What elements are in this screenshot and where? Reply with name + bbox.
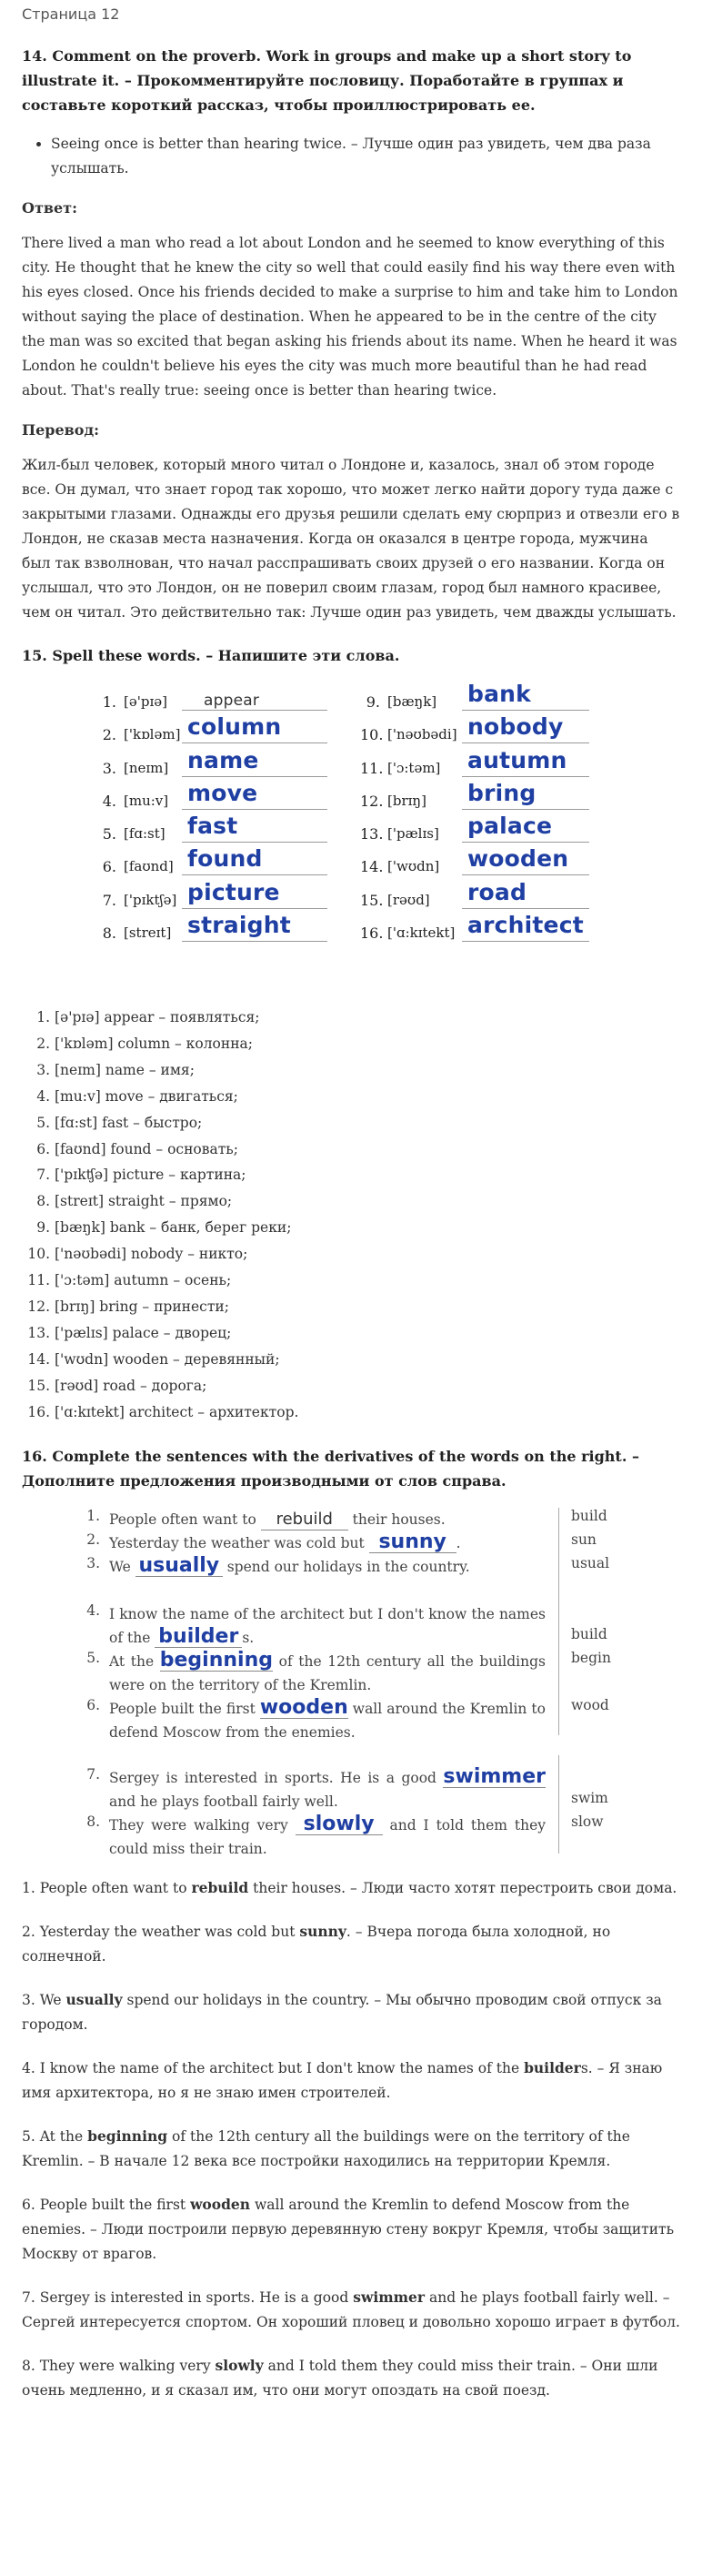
answer-sentence: 5. At the beginning of the 12th century all the buildings were on the territory of the Kremlin. – В начале 12 века все постройки находились на территории Кремля. [22, 2126, 630, 2169]
source-word: slow [571, 1813, 604, 1830]
spell-column-left [96, 682, 342, 946]
source-word: build [571, 1625, 607, 1642]
source-word: wood [571, 1696, 609, 1713]
sentence-text: We usually spend our holidays in the country. [109, 1553, 470, 1577]
answer-word: slowly [215, 2356, 264, 2374]
sentence-text: People built the first wooden wall around the Kremlin to defend Moscow from the enemies. [109, 1695, 546, 1741]
transcription: [rəʊd] [387, 891, 430, 908]
answer-line [462, 874, 589, 875]
ex16-workbook-image [78, 1508, 624, 1863]
answer-word: swimmer [353, 2288, 426, 2306]
written-word: bank [467, 681, 531, 707]
written-word: fast [187, 813, 238, 840]
item-number: 16. [360, 924, 384, 943]
spell-row [360, 746, 606, 782]
answer-sentence: 4. I know the name of the architect but I don't know the names of the builders. – Я знаю имя архитектора, но я не знаю имен строителей. [22, 2058, 663, 2101]
answer-sentence: 2. Yesterday the weather was cold but sunny. – Вчера погода была холодной, но солнечной. [22, 1922, 611, 1965]
written-word: wooden [467, 845, 569, 873]
written-word: road [467, 878, 527, 905]
translation-item: 10. ['nəʊbədi] nobody – никто; [55, 1241, 680, 1268]
translation-item: 9. [bæŋk] bank – банк, берег реки; [55, 1215, 680, 1241]
answer-label: Ответ: [22, 199, 77, 217]
spell-row [360, 779, 606, 814]
transcription: [fɑ:st] [124, 825, 165, 843]
written-word: nobody [467, 713, 564, 741]
ex15-workbook-image [96, 682, 606, 992]
answer-line [462, 908, 589, 909]
spell-row [96, 682, 342, 715]
transcription: ['wʊdn] [387, 858, 440, 875]
item-number: 1. [86, 1507, 100, 1524]
filled-word: builder [155, 1627, 242, 1648]
sentence-text: At the beginning of the 12th century all the buildings were on the territory of the Kremlin. [109, 1648, 546, 1693]
answer-line [182, 842, 327, 843]
answer-line [462, 742, 589, 743]
ex15-title: 15. Spell these words. – Напишите эти слова. [22, 647, 400, 664]
answer-sentence: 3. We usually spend our holidays in the country. – Мы обычно проводим свой отпуск за городом. [22, 1990, 662, 2033]
spell-row [96, 878, 342, 914]
transcription: [neɪm] [124, 759, 169, 776]
answer-word: builder [524, 2058, 581, 2076]
spell-row [360, 878, 606, 914]
translation-item: 7. ['pɪkʧə] picture – картина; [55, 1162, 680, 1188]
item-number: 1. [102, 693, 116, 711]
spell-row [360, 715, 606, 748]
spell-row [360, 814, 606, 847]
spell-row [360, 847, 606, 880]
filled-word: wooden [259, 1695, 348, 1719]
item-number: 6. [102, 858, 116, 876]
transcription: [ə'pɪə] [124, 693, 167, 710]
answer-sentence: 8. They were walking very slowly and I told them they could miss their train. – Они шли очень медленно, и я сказал им, что они могут опоздать на свой поезд. [22, 2356, 658, 2399]
written-word: name [187, 746, 259, 773]
source-word: usual [571, 1554, 610, 1571]
spell-row [360, 682, 606, 715]
sentence-text: They were walking very slowly and I told them they could miss their train. [109, 1812, 546, 1857]
answer-sentence: 7. Sergey is interested in sports. He is a good swimmer and he plays football fairly well. – Сергей интересуется спортом. Он хороший пловец и довольно хорошо играет в футбол. [22, 2288, 680, 2330]
transcription: [mu:v] [124, 792, 169, 809]
written-word: architect [467, 912, 584, 939]
item-number: 3. [102, 759, 116, 777]
spell-column-right [360, 682, 606, 946]
filled-word: slowly [296, 1814, 383, 1835]
spell-row [96, 779, 342, 814]
answer-line [462, 710, 589, 711]
answer-line [182, 908, 327, 909]
item-number: 11. [360, 759, 384, 777]
answer-line [462, 941, 589, 942]
spell-row [96, 814, 342, 847]
answer-line [462, 809, 589, 810]
spell-row [96, 715, 342, 748]
translation-item: 12. [brɪŋ] bring – принести; [55, 1294, 680, 1320]
transcription: [bæŋk] [387, 693, 437, 710]
answer-word: usually [65, 1990, 123, 2008]
answer-line [182, 776, 327, 777]
answer-line [462, 776, 589, 777]
answer-word: sunny [299, 1922, 346, 1940]
sentence-text: I know the name of the architect but I don't know the names of the builder s. [109, 1605, 546, 1648]
item-number: 14. [360, 858, 384, 876]
translation-label: Перевод: [22, 421, 100, 439]
item-number: 4. [86, 1601, 100, 1619]
translation-item: 8. [streɪt] straight – прямо; [55, 1188, 680, 1215]
transcription: ['ɔ:təm] [387, 759, 441, 776]
filled-word: sunny [369, 1532, 456, 1553]
source-word: sun [571, 1530, 597, 1548]
written-word: appear [204, 692, 260, 710]
filled-word: usually [135, 1556, 223, 1577]
item-number: 9. [366, 693, 380, 711]
item-number: 8. [86, 1813, 100, 1830]
translation-item: 6. [faʊnd] found – основать; [55, 1136, 680, 1163]
sentence-text: Sergey is interested in sports. He is a good swimmer and he plays football fairly well. [109, 1764, 546, 1810]
filled-word: beginning [159, 1648, 273, 1672]
translation-item: 14. ['wʊdn] wooden – деревянный; [55, 1347, 680, 1373]
transcription: ['nəʊbədi] [387, 726, 457, 743]
ex16-answers [22, 1875, 680, 2403]
spell-row [96, 847, 342, 880]
answer-word: wooden [190, 2195, 251, 2213]
answer-word: rebuild [191, 1878, 249, 1896]
answer-line [462, 842, 589, 843]
item-number: 7. [102, 891, 116, 909]
item-number: 4. [102, 792, 116, 810]
answer-sentence: 6. People built the first wooden wall around the Kremlin to defend Moscow from the enemies. – Люди построили первую деревянную стену вокруг Кремля, чтобы защитить Москву от врагов. [22, 2195, 675, 2262]
written-word: bring [467, 779, 537, 806]
translation-item: 13. ['pælɪs] palace – дворец; [55, 1320, 680, 1347]
translation-item: 11. ['ɔ:təm] autumn – осень; [55, 1268, 680, 1294]
item-number: 15. [360, 891, 384, 909]
translation-item: 2. ['kɒləm] column – колонна; [55, 1031, 680, 1057]
written-word: straight [187, 912, 291, 939]
ex14-proverb: • Seeing once is better than hearing twice. – Лучше один раз увидеть, чем два раза услышать. [51, 132, 680, 181]
ex14-title: 14. Comment on the proverb. Work in groups and make up a short story to illustrate it. – Прокомментируйте пословицу. Поработайте в группах и составьте короткий рассказ, чтобы проиллюстрировать ее. [22, 47, 632, 114]
ex14-answer-text: There lived a man who read a lot about London and he seemed to know everything of this city. He thought that he knew the city so well that could easily find his way there even with his eyes closed. Once his friends decided to make a surprise to him and take him to London without saying the place of destination. When he appeared to be in the centre of the city the man was so excited that began asking his friends about its name. When he heard it was London he couldn't believe his eyes the city was much more beautiful than he had read about. That's really true: seeing once is better than hearing twice. [22, 235, 678, 399]
item-number: 5. [102, 825, 116, 844]
sentence-text: People often want to rebuild their houses. [109, 1509, 446, 1529]
transcription: ['kɒləm] [124, 726, 181, 743]
transcription: ['pɪktʃə] [124, 891, 177, 908]
filled-word: rebuild [261, 1510, 348, 1530]
translation-item: 1. [ə'pɪə] appear – появляться; [55, 1005, 680, 1031]
item-number: 13. [360, 825, 384, 844]
source-word: build [571, 1507, 607, 1524]
item-number: 12. [360, 792, 384, 810]
translation-item: 4. [mu:v] move – двигаться; [55, 1084, 680, 1110]
answer-line [182, 874, 327, 875]
transcription: [streɪt] [124, 924, 172, 942]
spell-row [96, 746, 342, 782]
source-word: begin [571, 1649, 611, 1666]
transcription: ['ɑ:kɪtekt] [387, 924, 456, 942]
written-word: picture [187, 878, 280, 905]
written-word: found [187, 845, 263, 873]
item-number: 8. [102, 924, 116, 943]
page-label: Страница 12 [22, 5, 120, 23]
source-word: swim [571, 1789, 608, 1806]
answer-line [182, 742, 327, 743]
answer-sentence: 1. People often want to rebuild their houses. – Люди часто хотят перестроить свои дома. [22, 1878, 677, 1896]
divider-line [558, 1755, 559, 1854]
sentence-text: Yesterday the weather was cold but sunny . [109, 1530, 461, 1553]
ex14-bullet-list [22, 132, 680, 181]
answer-line [182, 941, 327, 942]
written-word: column [187, 713, 282, 741]
item-number: 3. [86, 1554, 100, 1571]
written-word: move [187, 779, 258, 806]
spell-row [96, 914, 342, 946]
ex15-translation-list [22, 1005, 680, 1426]
transcription: [brɪŋ] [387, 792, 426, 809]
written-word: palace [467, 813, 553, 840]
divider-line [558, 1508, 559, 1735]
answer-word: beginning [87, 2126, 168, 2145]
ex16-title: 16. Complete the sentences with the derivatives of the words on the right. – Дополните предложения производными от слов справа. [22, 1447, 639, 1490]
item-number: 2. [102, 726, 116, 744]
ex14-translation-text: Жил-был человек, который много читал о Лондоне и, казалось, знал об этом городе все. Он думал, что знает город так хорошо, что может легко найти дорогу туда даже с закрытыми глазами. Однажды его друзья решили сделать ему сюрприз и отвезли его в Лондон, не сказав места назначения. Когда он оказался в центре города, мужчина был так взволнован, что начал расспрашивать своих друзей о его названии. Когда он услышал, что это Лондон, он не поверил своим глазам, город был намного красивее, чем он читал. Это действительно так: Лучше один раз увидеть, чем дважды услышать. [22, 457, 680, 621]
translation-item: 16. ['ɑ:kɪtekt] architect – архитектор. [55, 1399, 680, 1426]
spell-row [360, 914, 606, 946]
translation-item: 15. [rəʊd] road – дорога; [55, 1373, 680, 1399]
translation-item: 5. [fɑ:st] fast – быстро; [55, 1110, 680, 1136]
answer-line [182, 809, 327, 810]
item-number: 10. [360, 726, 384, 744]
translation-item: 3. [neɪm] name – имя; [55, 1057, 680, 1084]
item-number: 2. [86, 1530, 100, 1548]
item-number: 7. [86, 1765, 100, 1783]
filled-word: swimmer [443, 1764, 546, 1788]
written-word: autumn [467, 746, 567, 773]
item-number: 6. [86, 1696, 100, 1713]
answer-line [182, 710, 327, 711]
item-number: 5. [86, 1649, 100, 1666]
transcription: [faʊnd] [124, 858, 174, 875]
transcription: ['pælɪs] [387, 825, 439, 843]
